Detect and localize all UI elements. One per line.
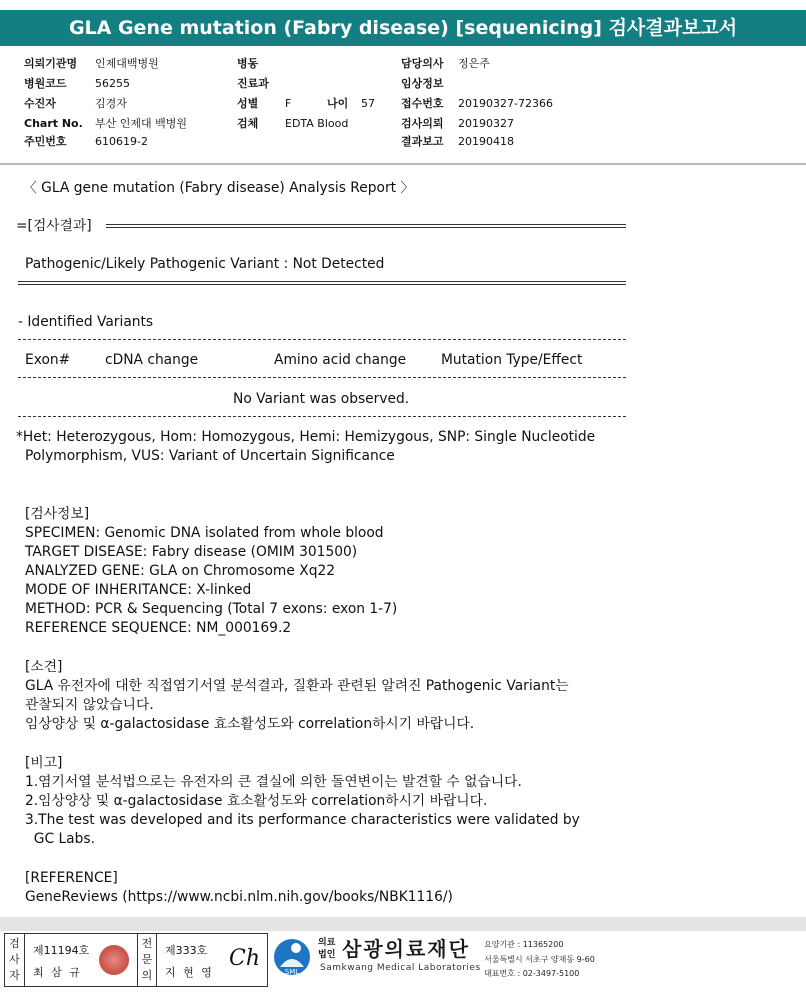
hospital-code-value: 56255 [95,77,130,90]
footer-band [0,917,806,931]
chart-no-value: 부산 인제대 백병원 [95,117,188,130]
org-biz-no: 요양기관 : 11365200 [484,940,564,949]
sml-logo-icon [272,937,312,977]
test-info-header: [검사정보] [25,506,90,522]
info-row-request-date [401,114,514,133]
specialist-name: 지 현 영 [165,966,214,979]
info-row-chart-no [24,114,188,133]
opinion-line: GLA 유전자에 대한 직접염기서열 분석결과, 질환과 관련된 알려진 Pathogenic Variant는 [25,678,569,694]
examiner-license-no: 제11194호 [33,944,90,957]
report-body [0,166,806,916]
info-row-hospital-code [24,74,130,93]
table-header-rule [18,377,626,378]
abbreviation-line-2: Polymorphism, VUS: Variant of Uncertain Significance [25,448,395,464]
patient-label: 수진자 [24,97,56,110]
remarks-line: GC Labs. [25,831,95,847]
sex-label: 성별 [237,97,259,110]
examiner-name: 최 삼 규 [33,966,82,979]
info-row-patient [24,94,127,113]
institution-value: 인제대백병원 [95,57,159,70]
table-header-amino: Amino acid change [274,352,407,368]
opinion-line: 임상양상 및 α-galactosidase 효소활성도와 correlation하시기 바랍니다. [25,716,475,732]
ward-label: 병동 [237,57,259,70]
sex-value: F [285,97,292,110]
age-label: 나이 [327,97,349,110]
reference-header: [REFERENCE] [25,870,118,886]
specimen-value: EDTA Blood [285,117,349,130]
remarks-line: 3.The test was developed and its performance characteristics were validated by [25,812,580,828]
specimen-label: 검체 [237,117,259,130]
report-date-label: 결과보고 [401,135,444,148]
result-summary: Pathogenic/Likely Pathogenic Variant : Not Detected [25,256,385,272]
doctor-label: 담당의사 [401,57,444,70]
info-row-specimen [237,114,349,133]
info-row-age [327,94,375,113]
lab-logo-area [272,933,806,987]
info-divider [0,163,806,165]
table-header-cdna: cDNA change [105,352,199,368]
org-name: 삼광의료재단 [342,937,470,961]
remarks-line: 1.염기서열 분석법으로는 유전자의 큰 결실에 의한 돌연변이는 발견할 수 없습니다. [25,774,522,790]
department-label: 진료과 [237,77,269,90]
remarks-header: [비고] [25,755,63,771]
table-bottom-rule [18,416,626,417]
report-date-value: 20190418 [458,135,514,148]
request-date-value: 20190327 [458,117,514,130]
opinion-line: 관찰되지 않았습니다. [25,697,154,713]
table-header-mutation: Mutation Type/Effect [441,352,583,368]
result-header: =[검사결과] [16,218,92,234]
info-row-ward [237,54,258,73]
org-phone: 대표번호 : 02-3497-5100 [484,969,580,978]
test-info-line: TARGET DISEASE: Fabry disease (OMIM 301500) [25,544,358,560]
remarks-line: 2.임상양상 및 α-galactosidase 효소활성도와 correlation하시기 바랍니다. [25,793,488,809]
test-info-line: SPECIMEN: Genomic DNA isolated from whole blood [25,525,384,541]
info-row-sex [237,94,292,113]
info-row-clinical-info [401,74,444,93]
specialist-label: 전문의 [137,934,157,986]
info-row-report-date [401,132,514,151]
info-row-institution [24,54,159,73]
info-row-resident-no [24,132,148,151]
specialist-signature: Ch [229,946,261,971]
result-header-rule [106,224,626,228]
info-row-receipt-no [401,94,553,113]
patient-value: 김경자 [95,97,127,110]
info-row-doctor [401,54,490,73]
no-variant-text: No Variant was observed. [233,391,410,407]
identified-variants-header: - Identified Variants [18,314,154,330]
resident-no-label: 주민번호 [24,135,67,148]
report-heading: 〈 GLA gene mutation (Fabry disease) Analysis Report 〉 [23,180,415,196]
logo-text: SML [284,968,300,976]
hospital-code-label: 병원코드 [24,77,67,90]
org-type: 의료법인 [318,938,336,960]
request-date-label: 검사의뢰 [401,117,444,130]
abbreviation-line-1: *Het: Heterozygous, Hom: Homozygous, Hemi: Hemizygous, SNP: Single Nucleotide [16,429,596,445]
receipt-no-label: 접수번호 [401,97,444,110]
report-title: GLA Gene mutation (Fabry disease) [sequenicing] 검사결과보고서 [0,10,806,46]
test-info-line: METHOD: PCR & Sequencing (Total 7 exons: exon 1-7) [25,601,398,617]
resident-no-value: 610619-2 [95,135,148,148]
reference-link[interactable]: GeneReviews (https://www.ncbi.nlm.nih.gov/books/NBK1116/) [25,889,453,905]
test-info-line: MODE OF INHERITANCE: X-linked [25,582,252,598]
org-address: 서울특별시 서초구 양재동 9-60 [484,955,595,964]
info-row-department [237,74,269,93]
examiner-seal-icon [99,945,129,975]
org-english-name: Samkwang Medical Laboratories [320,963,481,973]
result-rule [18,281,626,285]
receipt-no-value: 20190327-72366 [458,97,553,110]
patient-info-panel [0,52,806,162]
opinion-header: [소견] [25,659,63,675]
table-top-rule [18,339,626,340]
specialist-license-no: 제333호 [165,944,208,957]
signature-box [4,933,268,987]
test-info-line: REFERENCE SEQUENCE: NM_000169.2 [25,620,292,636]
doctor-value: 정은주 [458,57,490,70]
examiner-label: 검사자 [5,934,25,986]
clinical-info-label: 임상정보 [401,77,444,90]
test-info-line: ANALYZED GENE: GLA on Chromosome Xq22 [25,563,336,579]
chart-no-label: Chart No. [24,117,83,130]
age-value: 57 [361,97,375,110]
institution-label: 의뢰기관명 [24,57,78,70]
table-header-exon: Exon# [25,352,71,368]
